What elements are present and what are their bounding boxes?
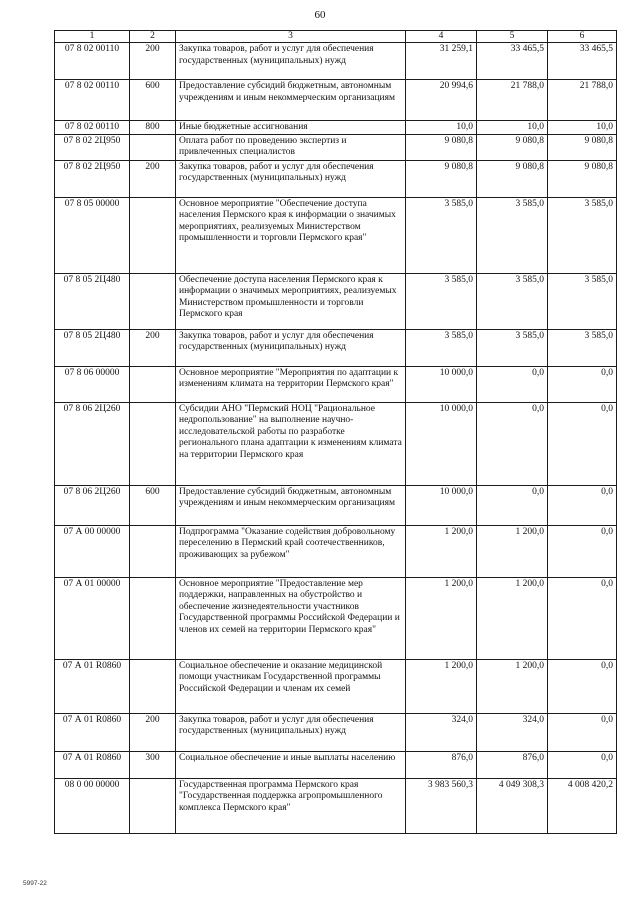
row-amount-1-cell: 10 000,0 xyxy=(406,485,477,525)
table-row xyxy=(55,366,617,402)
table-row xyxy=(55,273,617,329)
row-description-cell: Обеспечение доступа населения Пермского края к информации о значимых мероприятиях, реализуемых Министерством промышленности и торговли Пермского края xyxy=(176,273,406,329)
row-amount-1-cell: 20 994,6 xyxy=(406,80,477,121)
row-amount-3-cell: 0,0 xyxy=(548,366,617,402)
row-code-cell: 07 8 05 00000 xyxy=(55,197,130,273)
row-description-cell: Основное мероприятие "Предоставление мер поддержки, направленных на обустройство и обеспечение жизнедеятельности участников Государственной программы Российской Федерации и членов их семей на территории Пермского края" xyxy=(176,577,406,659)
row-amount-3-cell: 33 465,5 xyxy=(548,43,617,80)
row-amount-3-cell: 3 585,0 xyxy=(548,329,617,366)
budget-table-body xyxy=(55,31,617,834)
row-expense-type-cell: 600 xyxy=(130,485,176,525)
table-row xyxy=(55,751,617,778)
table-row xyxy=(55,80,617,121)
row-amount-3-cell: 0,0 xyxy=(548,577,617,659)
row-amount-1-cell: 3 585,0 xyxy=(406,197,477,273)
header-cell-type: 2 xyxy=(130,31,176,43)
row-amount-3-cell: 9 080,8 xyxy=(548,160,617,197)
row-code-cell: 07 8 02 00110 xyxy=(55,43,130,80)
row-expense-type-cell: 200 xyxy=(130,329,176,366)
row-amount-2-cell: 1 200,0 xyxy=(477,577,548,659)
row-description-cell: Предоставление субсидий бюджетным, автономным учреждениям и иным некоммерческим организациям xyxy=(176,485,406,525)
row-amount-3-cell: 3 585,0 xyxy=(548,273,617,329)
row-amount-3-cell: 0,0 xyxy=(548,525,617,577)
row-amount-1-cell: 9 080,8 xyxy=(406,160,477,197)
row-expense-type-cell xyxy=(130,273,176,329)
row-description-cell: Закупка товаров, работ и услуг для обеспечения государственных (муниципальных) нужд xyxy=(176,329,406,366)
row-amount-2-cell: 3 585,0 xyxy=(477,197,548,273)
row-description-cell: Субсидии АНО "Пермский НОЦ "Рациональное недропользование" на выполнение научно-исследовательской работы по разработке регионального плана адаптации к изменениям климата на территории Пермского края xyxy=(176,402,406,485)
row-amount-2-cell: 0,0 xyxy=(477,485,548,525)
row-amount-3-cell: 0,0 xyxy=(548,713,617,751)
row-amount-1-cell: 31 259,1 xyxy=(406,43,477,80)
row-amount-2-cell: 10,0 xyxy=(477,121,548,135)
row-amount-1-cell: 9 080,8 xyxy=(406,134,477,160)
row-amount-1-cell: 3 585,0 xyxy=(406,273,477,329)
row-description-cell: Закупка товаров, работ и услуг для обеспечения государственных (муниципальных) нужд xyxy=(176,160,406,197)
row-amount-1-cell: 876,0 xyxy=(406,751,477,778)
table-row xyxy=(55,329,617,366)
row-code-cell: 08 0 00 00000 xyxy=(55,778,130,833)
row-amount-1-cell: 1 200,0 xyxy=(406,659,477,713)
row-amount-1-cell: 324,0 xyxy=(406,713,477,751)
row-amount-1-cell: 1 200,0 xyxy=(406,577,477,659)
row-amount-3-cell: 0,0 xyxy=(548,485,617,525)
row-description-cell: Основное мероприятие "Обеспечение доступа населения Пермского края к информации о значимых мероприятиях, реализуемых Министерством промышленности и торговли Пермского края" xyxy=(176,197,406,273)
table-row xyxy=(55,778,617,833)
row-amount-3-cell: 0,0 xyxy=(548,659,617,713)
row-expense-type-cell xyxy=(130,134,176,160)
row-description-cell: Социальное обеспечение и иные выплаты населению xyxy=(176,751,406,778)
row-description-cell: Оплата работ по проведению экспертиз и привлеченных специалистов xyxy=(176,134,406,160)
row-description-cell: Предоставление субсидий бюджетным, автономным учреждениям и иным некоммерческим организациям xyxy=(176,80,406,121)
row-expense-type-cell xyxy=(130,402,176,485)
row-description-cell: Иные бюджетные ассигнования xyxy=(176,121,406,135)
row-amount-3-cell: 3 585,0 xyxy=(548,197,617,273)
table-row xyxy=(55,485,617,525)
row-code-cell: 07 А 01 R0860 xyxy=(55,751,130,778)
row-amount-2-cell: 33 465,5 xyxy=(477,43,548,80)
row-code-cell: 07 8 06 2Ц260 xyxy=(55,402,130,485)
row-amount-2-cell: 1 200,0 xyxy=(477,525,548,577)
table-row xyxy=(55,659,617,713)
table-row xyxy=(55,525,617,577)
table-row xyxy=(55,577,617,659)
row-expense-type-cell xyxy=(130,778,176,833)
row-description-cell: Социальное обеспечение и оказание медицинской помощи участникам Государственной программы Российской Федерации и членам их семей xyxy=(176,659,406,713)
row-amount-1-cell: 10,0 xyxy=(406,121,477,135)
row-amount-2-cell: 9 080,8 xyxy=(477,134,548,160)
table-row xyxy=(55,402,617,485)
row-expense-type-cell xyxy=(130,659,176,713)
row-description-cell: Государственная программа Пермского края "Государственная поддержка агропромышленного комплекса Пермского края" xyxy=(176,778,406,833)
header-cell-code: 1 xyxy=(55,31,130,43)
row-amount-2-cell: 324,0 xyxy=(477,713,548,751)
row-amount-1-cell: 3 983 560,3 xyxy=(406,778,477,833)
header-cell-description: 3 xyxy=(176,31,406,43)
row-amount-2-cell: 3 585,0 xyxy=(477,329,548,366)
row-amount-1-cell: 1 200,0 xyxy=(406,525,477,577)
table-row xyxy=(55,713,617,751)
header-cell-amount-1: 4 xyxy=(406,31,477,43)
row-expense-type-cell xyxy=(130,366,176,402)
row-amount-1-cell: 10 000,0 xyxy=(406,402,477,485)
row-code-cell: 07 А 01 00000 xyxy=(55,577,130,659)
row-amount-2-cell: 0,0 xyxy=(477,402,548,485)
table-row xyxy=(55,134,617,160)
document-footer-code: 5997-22 xyxy=(23,880,47,887)
row-description-cell: Основное мероприятие "Мероприятия по адаптации к изменениям климата на территории Пермского края" xyxy=(176,366,406,402)
row-amount-1-cell: 10 000,0 xyxy=(406,366,477,402)
row-expense-type-cell: 800 xyxy=(130,121,176,135)
row-expense-type-cell xyxy=(130,577,176,659)
table-row xyxy=(55,160,617,197)
row-code-cell: 07 А 01 R0860 xyxy=(55,659,130,713)
row-code-cell: 07 8 02 00110 xyxy=(55,80,130,121)
row-amount-2-cell: 4 049 308,3 xyxy=(477,778,548,833)
row-description-cell: Подпрограмма "Оказание содействия добровольному переселению в Пермский край соотечественников, проживающих за рубежом" xyxy=(176,525,406,577)
row-code-cell: 07 8 05 2Ц480 xyxy=(55,329,130,366)
row-amount-3-cell: 10,0 xyxy=(548,121,617,135)
row-expense-type-cell: 600 xyxy=(130,80,176,121)
page-number: 60 xyxy=(314,9,326,21)
header-cell-amount-3: 6 xyxy=(548,31,617,43)
row-amount-3-cell: 9 080,8 xyxy=(548,134,617,160)
row-code-cell: 07 8 02 2Ц950 xyxy=(55,160,130,197)
row-expense-type-cell: 200 xyxy=(130,160,176,197)
table-row xyxy=(55,43,617,80)
row-expense-type-cell xyxy=(130,525,176,577)
row-amount-2-cell: 1 200,0 xyxy=(477,659,548,713)
row-expense-type-cell xyxy=(130,197,176,273)
table-row xyxy=(55,121,617,135)
row-amount-3-cell: 0,0 xyxy=(548,402,617,485)
header-cell-amount-2: 5 xyxy=(477,31,548,43)
row-amount-2-cell: 0,0 xyxy=(477,366,548,402)
row-amount-2-cell: 876,0 xyxy=(477,751,548,778)
budget-table xyxy=(54,30,617,834)
row-amount-3-cell: 4 008 420,2 xyxy=(548,778,617,833)
row-code-cell: 07 8 05 2Ц480 xyxy=(55,273,130,329)
row-amount-3-cell: 0,0 xyxy=(548,751,617,778)
table-row xyxy=(55,197,617,273)
row-code-cell: 07 А 00 00000 xyxy=(55,525,130,577)
row-code-cell: 07 8 06 2Ц260 xyxy=(55,485,130,525)
row-expense-type-cell: 200 xyxy=(130,713,176,751)
row-description-cell: Закупка товаров, работ и услуг для обеспечения государственных (муниципальных) нужд xyxy=(176,713,406,751)
row-description-cell: Закупка товаров, работ и услуг для обеспечения государственных (муниципальных) нужд xyxy=(176,43,406,80)
row-amount-2-cell: 9 080,8 xyxy=(477,160,548,197)
row-amount-3-cell: 21 788,0 xyxy=(548,80,617,121)
row-amount-2-cell: 21 788,0 xyxy=(477,80,548,121)
row-expense-type-cell: 300 xyxy=(130,751,176,778)
row-code-cell: 07 8 02 00110 xyxy=(55,121,130,135)
row-code-cell: 07 А 01 R0860 xyxy=(55,713,130,751)
row-expense-type-cell: 200 xyxy=(130,43,176,80)
row-amount-2-cell: 3 585,0 xyxy=(477,273,548,329)
row-code-cell: 07 8 02 2Ц950 xyxy=(55,134,130,160)
row-code-cell: 07 8 06 00000 xyxy=(55,366,130,402)
table-header-row xyxy=(55,31,617,43)
row-amount-1-cell: 3 585,0 xyxy=(406,329,477,366)
